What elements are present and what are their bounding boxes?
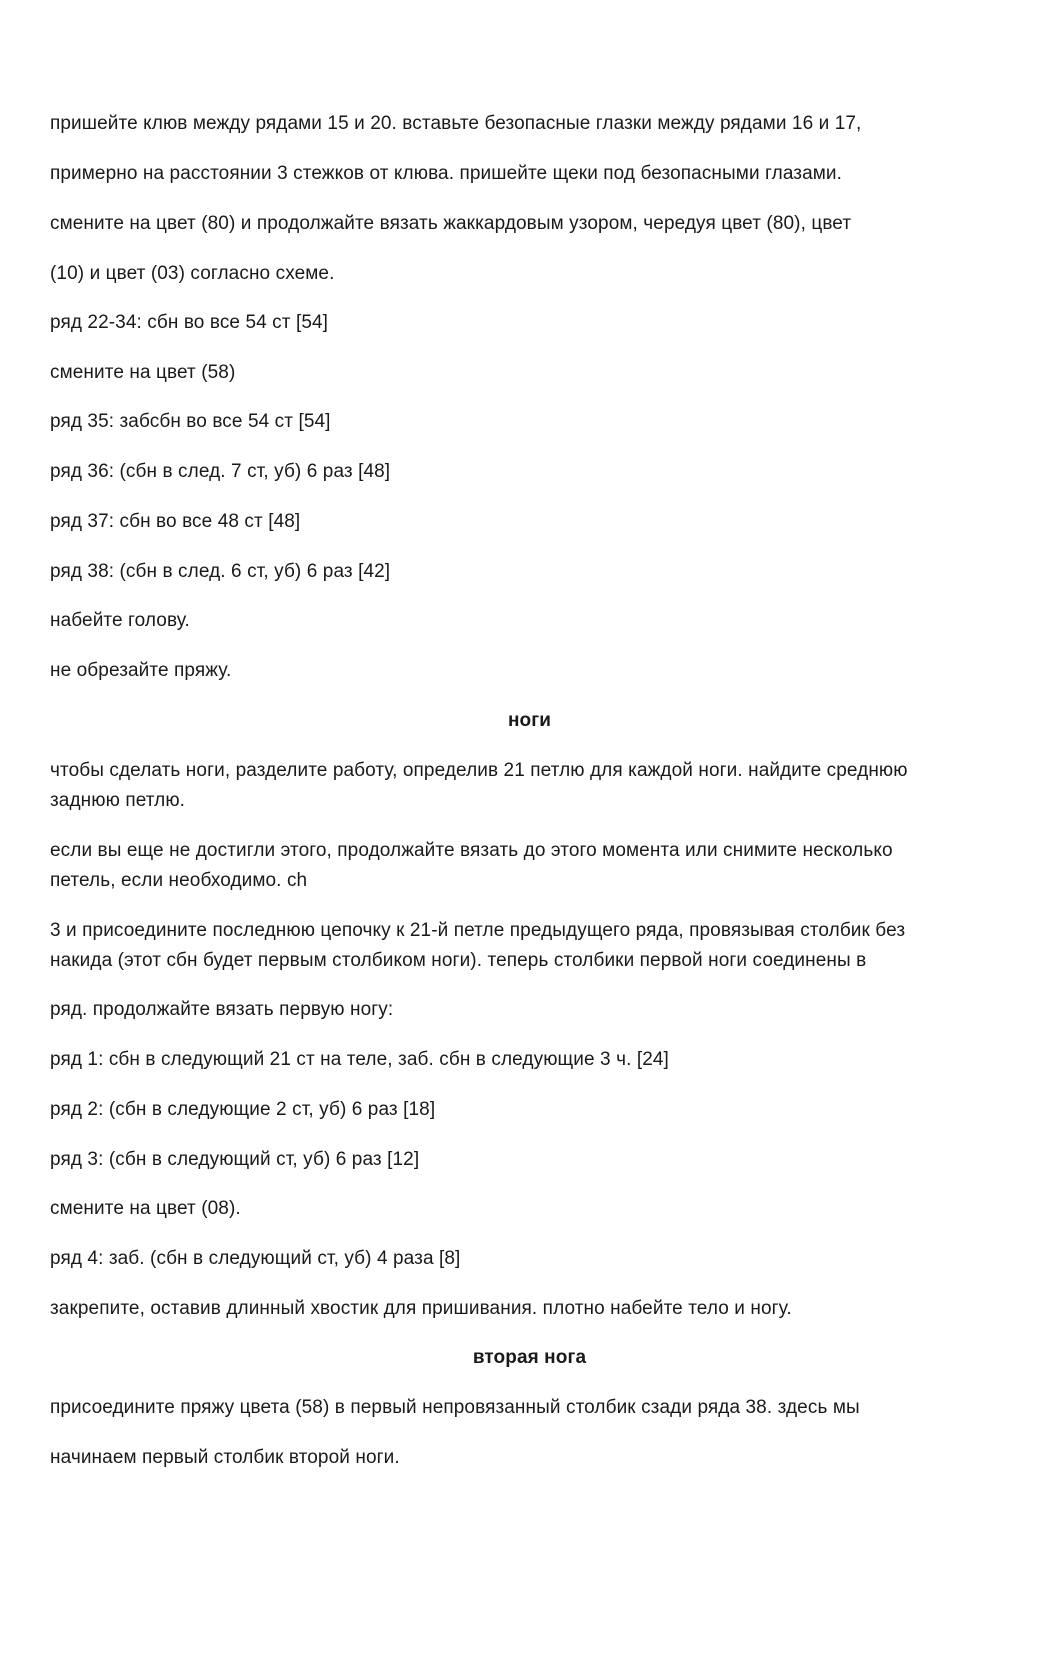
paragraph-line: присоедините пряжу цвета (58) в первый непровязанный столбик сзади ряда 38. здесь мы xyxy=(50,1397,860,1418)
section-heading-legs: ноги xyxy=(507,710,552,731)
row-instruction: ряд 36: (сбн в след. 7 ст, уб) 6 раз [48] xyxy=(50,461,391,482)
section-heading-second-leg: вторая нога xyxy=(472,1347,587,1368)
paragraph-line: 3 и присоедините последнюю цепочку к 21-й петле предыдущего ряда, провязывая столбик без xyxy=(50,920,906,941)
paragraph-line: (10) и цвет (03) согласно схеме. xyxy=(50,263,335,284)
row-instruction: ряд 35: забсбн во все 54 ст [54] xyxy=(50,411,331,432)
paragraph-line: пришейте клюв между рядами 15 и 20. вставьте безопасные глазки между рядами 16 и 17, xyxy=(50,113,862,134)
row-instruction: ряд 37: сбн во все 48 ст [48] xyxy=(50,511,301,532)
row-instruction: ряд 22-34: сбн во все 54 ст [54] xyxy=(50,312,329,333)
paragraph-line: петель, если необходимо. ch xyxy=(50,870,308,891)
paragraph-line: закрепите, оставив длинный хвостик для пришивания. плотно набейте тело и ногу. xyxy=(50,1298,792,1319)
row-instruction: ряд 2: (сбн в следующие 2 ст, уб) 6 раз [18] xyxy=(50,1099,436,1120)
paragraph-line: набейте голову. xyxy=(50,610,190,631)
paragraph-line: чтобы сделать ноги, разделите работу, определив 21 петлю для каждой ноги. найдите среднюю xyxy=(50,760,908,781)
paragraph-line: накида (этот сбн будет первым столбиком ноги). теперь столбики первой ноги соединены в xyxy=(50,950,867,971)
paragraph-line: ряд. продолжайте вязать первую ногу: xyxy=(50,999,394,1020)
row-instruction: ряд 3: (сбн в следующий ст, уб) 6 раз [12] xyxy=(50,1149,420,1170)
row-instruction: ряд 1: сбн в следующий 21 ст на теле, заб. сбн в следующие 3 ч. [24] xyxy=(50,1049,669,1070)
paragraph-line: не обрезайте пряжу. xyxy=(50,660,232,681)
paragraph-line: примерно на расстоянии 3 стежков от клюва. пришейте щеки под безопасными глазами. xyxy=(50,163,843,184)
paragraph-line: смените на цвет (80) и продолжайте вязать жаккардовым узором, чередуя цвет (80), цвет xyxy=(50,213,852,234)
paragraph-line: начинаем первый столбик второй ноги. xyxy=(50,1447,400,1468)
row-instruction: ряд 4: заб. (сбн в следующий ст, уб) 4 раза [8] xyxy=(50,1248,461,1269)
row-instruction: ряд 38: (сбн в след. 6 ст, уб) 6 раз [42] xyxy=(50,561,391,582)
paragraph-line: если вы еще не достигли этого, продолжайте вязать до этого момента или снимите несколько xyxy=(50,840,893,861)
paragraph-line: смените на цвет (58) xyxy=(50,362,236,383)
paragraph-line: смените на цвет (08). xyxy=(50,1198,241,1219)
paragraph-line: заднюю петлю. xyxy=(50,790,186,811)
